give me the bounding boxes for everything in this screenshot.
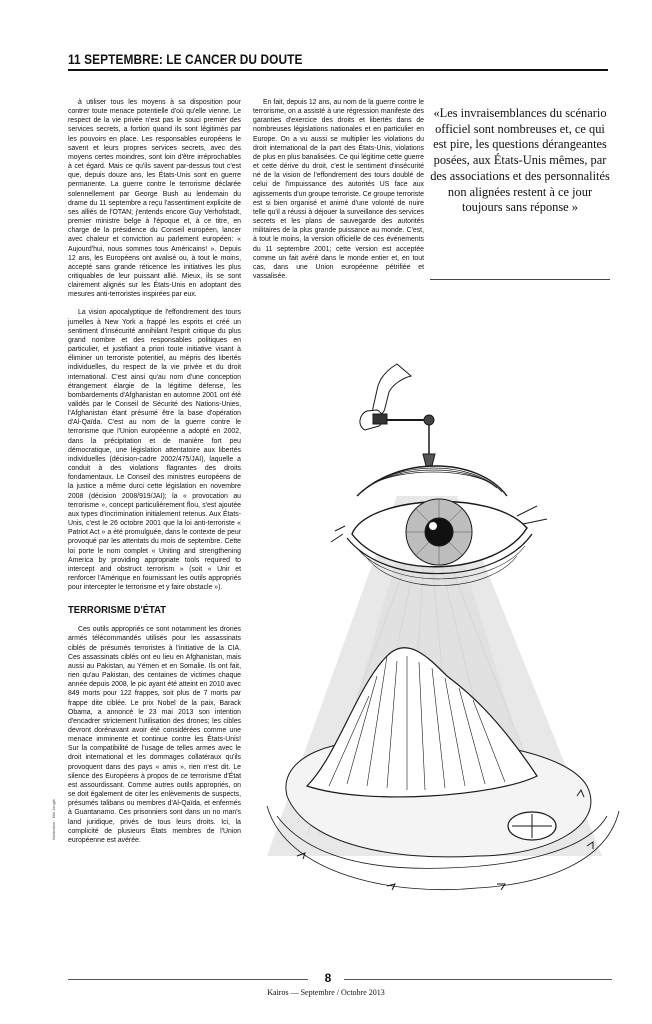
header-rule xyxy=(68,69,608,71)
illustration-credit: Illustration : Kiki Jonglé xyxy=(51,799,56,840)
paragraph: La vision apocalyptique de l'effondrement des tours jumelles à New York a frappé les esprits et créé un sentiment d'insécurité annihilant l'esprit critique du plus grand nombre et des responsables politiques en particulier, et justifiant a priori toute initiative visant à éliminer un terroriste potentiel, au mépris des libertés individuelles, du respect de la vie privée et du droit international. C'est ainsi qu'au nom d'une conception étrangement élargie de la légitime défense, les bombardements d'Afghanistan en automne 2001 ont été validés par le Conseil de Sécurité des Nations-Unies, l'Afghanistan étant présumé être la base d'opération d'Al-Qaïda. C'est au nom de la guerre contre le terrorisme que l'Union européenne a adopté en 2002, dans la précipitation et de manière fort peu démocratique, une législation attentatoire aux libertés individuelles (décision-cadre 2002/475/JAI), laquelle a conduit à des violations flagrantes des droits fondamentaux. Le Conseil des ministres européens de la justice a même durci cette législation en novembre 2008 (décision 2008/919/JAI); la « provocation au terrorisme », concept particulièrement flou, s'est ajoutée aux types d'incrimination initialement retenus. Aux États-Unis, c'est le 26 octobre 2001 que la loi anti-terroriste « Patriot Act » a été promulguée, dans le contexte de peur provoqué par les attentats du mois de septembre. Cette loi porte le nom complet « Uniting and strengthening America by providing appropriate tools required to intercept and obstruct terrorism » (soit « Unir et renforcer l'Amérique en fournissant les outils appropriés pour intercepter le terrorisme et y faire obstacle »). xyxy=(68,309,241,592)
footer-rule-right xyxy=(344,979,612,980)
paragraph: En fait, depuis 12 ans, au nom de la guerre contre le terrorisme, on a assisté à une régression manifeste des garanties d'exercice des droits et libertés dans de nombreuses législations nationales et en particulier en Europe. On a vu aussi se multiplier les violations du droit international de la part des États-Unis, violations de plus en plus banalisées. Ce qui légitime cette guerre et cette dérive du droit, c'est le sentiment d'insécurité né de la vision de l'effondrement des tours doublé de celui de l'impuissance des autorités US face aux agissements d'un groupe terroriste. Ce groupe terroriste est si bien organisé et animé d'une volonté de nuire telle qu'il a réussi à déjouer la surveillance des services secrets et les plans de sauvegarde des autorités militaires de la plus grande puissance au monde. C'est, à tout le moins, la version officielle de ces événements du 11 septembre 2001; cette version est acceptée comme un fait avéré dans le monde entier et, en tout cas, dans une Union européenne pétrifiée et vassalisée. xyxy=(253,99,424,280)
article-column-1 xyxy=(68,98,241,845)
header-title: 11 SEPTEMBRE: LE CANCER DU DOUTE xyxy=(68,52,303,67)
footer-publication: Kairos — Septembre / Octobre 2013 xyxy=(267,988,385,997)
subheading: TERRORISME D'ÉTAT xyxy=(68,604,166,617)
eye-illustration xyxy=(247,356,637,936)
pull-quote: «Les invraisemblances du scénario officiel sont nombreuses et, ce qui est pire, les questions dérangeantes posées, aux États-Unis mêmes, par des associations et des personnalités non alignées restent à ce jour toujours sans réponse » xyxy=(430,106,610,215)
hand-with-tool xyxy=(360,364,435,466)
article-column-2 xyxy=(253,98,424,281)
paragraph: Ces outils appropriés ce sont notamment les drones armés télécommandés utilisés pour les assassinats ciblés de présumés terroristes à l'initiative de la CIA. Ces assassinats ciblés ont eu lieu en Afghanistan, mais aussi au Pakistan, au Yémen et en Somalie. Ils ont fait, rien qu'au Pakistan, des centaines de victimes chaque année depuis 2008, le pic ayant été atteint en 2010 avec 849 morts pour 122 frappes, soit plus de 7 morts par frappe dite ciblée. Le prix Nobel de la paix, Barack Obama, a annoncé le 23 mai 2013 son intention d'encadrer strictement l'utilisation des drones; les cibles devront dorénavant avoir été considérées comme une menace imminente et continue contre les États-Unis! Sur la compatibilité de l'usage de telles armes avec le droit international et les dommages collatéraux qu'ils provoquent dans des pays « amis », rien n'est dit. Le silence des Européens à propos de ce terrorisme d'État est assourdissant. Comme autres outils appropriés, on se doit également de citer les enlèvements de suspects, présumés talibans ou membres d'Al-Qaïda, et enfermés à Guantanamo. Ces prisonniers sont dans un no man's land juridique, privés de tous leurs droits. Ici, la complicité de plusieurs États membres de l'Union européenne est avérée. xyxy=(68,626,241,844)
pull-quote-rule xyxy=(430,279,610,280)
footer-rule-left xyxy=(68,979,308,980)
page-number: 8 xyxy=(324,971,332,985)
paragraph: à utiliser tous les moyens à sa disposition pour contrer toute menace potentielle d'où qu'elle vienne. Le respect de la vie privée n'est pas le souci premier des services secrets, a fortiori quand ils sont légitimés par les pouvoirs en place. Les responsables européens le savent et leurs propres services secrets, avec des moyens certes moindres, sont loin d'être irréprochables à cet égard. Mais ce qu'ils savent par-dessus tout c'est que, depuis douze ans, les États-Unis sont en guerre permanente. La guerre contre le terrorisme déclarée solennellement par George Bush au lendemain du drame du 11 septembre a reçu l'assentiment explicite de ses alliés de l'OTAN; j'entends encore Guy Verhofstadt, premier ministre belge à l'époque et, à ce titre, en charge de la présidence du Conseil européen, lancer avec chaleur et conviction au parlement européen: « Aujourd'hui, nous sommes tous Américains! ». Depuis 12 ans, les Européens ont avalisé ou, à tout le moins, accepté sans grande réticence les initiatives les plus critiquables de leur puissant allié. Mieux, ils se sont clairement alignés sur les États-Unis en adoptant des mesures anti-terroristes inspirées par eux. xyxy=(68,99,241,299)
